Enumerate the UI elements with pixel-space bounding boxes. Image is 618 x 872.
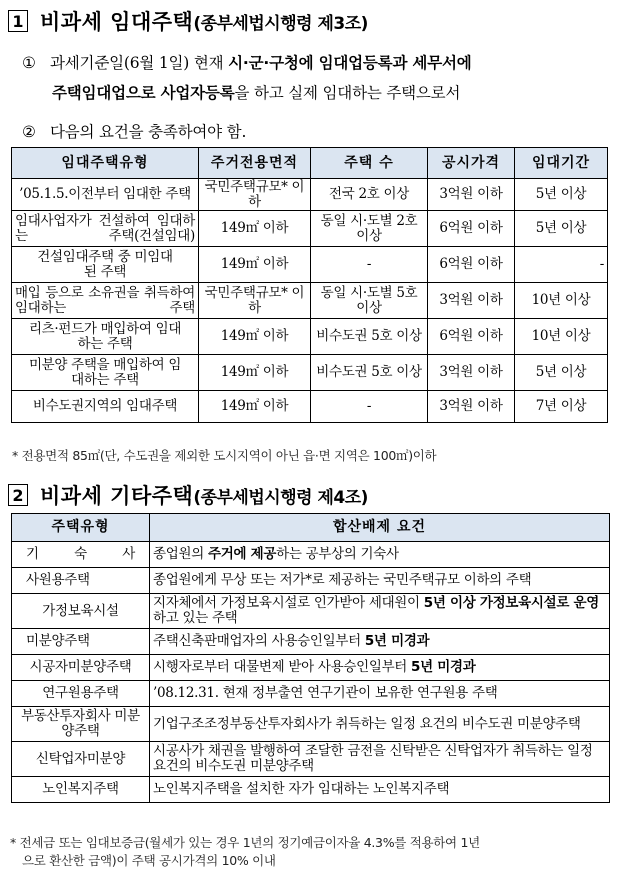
housing-type-cell: 시공자미분양주택 — [12, 655, 150, 681]
section2-title — [8, 480, 368, 510]
cell: 6억원 이하 — [428, 211, 515, 247]
col-header: 주택 수 — [311, 148, 428, 179]
condition-paragraph-2 — [22, 117, 612, 147]
cell: 건설임대주택 중 미임대된 주택 — [12, 247, 199, 283]
p1-text-b: 시·군·구청에 임대업등록과 세무서에 — [228, 54, 472, 72]
table-row — [12, 707, 610, 742]
cell: 동일 시·도별 2호 이상 — [311, 211, 428, 247]
cell: 149㎡ 이하 — [199, 391, 311, 423]
requirement-text-a: 기업구조조정부동산투자회사가 취득하는 일정 요건의 비수도권 미분양주택 — [153, 715, 581, 732]
cell: 10년 이상 — [515, 319, 608, 355]
requirement-text-b: 5년 미경과 — [411, 659, 476, 675]
cell: 5년 이상 — [515, 211, 608, 247]
requirement-text-b: 5년 이상 가정보육시설로 운영 — [423, 595, 599, 611]
requirement-text-a: 노인복지주택을 설치한 자가 임대하는 노인복지주택 — [153, 781, 450, 797]
cell: 3억원 이하 — [428, 283, 515, 319]
requirement-text-b: 5년 미경과 — [364, 633, 430, 649]
circle-number-2: ② — [22, 123, 36, 141]
table-row — [12, 391, 608, 423]
col-header: 임대주택유형 — [12, 148, 199, 179]
table-row — [12, 283, 608, 319]
table-row — [12, 655, 610, 681]
cell: 비수도권 5호 이상 — [311, 319, 428, 355]
requirement-text-a: 시공사가 채권을 발행하여 조달한 금전을 신탁받은 신탁업자가 취득하는 일정 요건의 비수도권 미분양주택 — [153, 743, 593, 774]
cell: 비수도권 5호 이상 — [311, 355, 428, 391]
table-row — [12, 319, 608, 355]
cell: 149㎡ 이하 — [199, 247, 311, 283]
table-row — [12, 777, 610, 803]
requirement-text-a: 종업원에게 무상 또는 저가*로 제공하는 국민주택규모 이하의 주택 — [153, 572, 532, 588]
table-row — [12, 568, 610, 594]
col-header: 합산배제 요건 — [150, 514, 610, 542]
cell: 5년 이상 — [515, 179, 608, 211]
other-housing-table — [11, 513, 610, 803]
requirement-text-c: 하고 있는 주택 — [153, 610, 238, 626]
cell: 3억원 이하 — [428, 355, 515, 391]
col-header: 주거전용면적 — [199, 148, 311, 179]
cell: 동일 시·도별 5호 이상 — [311, 283, 428, 319]
section1-heading: 비과세 임대주택 — [40, 10, 194, 34]
requirement-cell — [150, 542, 610, 568]
cell: 전국 2호 이상 — [311, 179, 428, 211]
cell: 5년 이상 — [515, 355, 608, 391]
requirement-cell — [150, 629, 610, 655]
requirement-text-a: ’08.12.31. 현재 정부출연 연구기관이 보유한 연구원용 주택 — [153, 685, 498, 701]
p2-text: 다음의 요건을 충족하여야 함. — [50, 123, 247, 141]
requirement-text-a: 지자체에서 가정보육시설로 인가받아 세대원이 — [153, 595, 424, 611]
cell: 7년 이상 — [515, 391, 608, 423]
housing-type-cell: 부동산투자회사 미분양주택 — [12, 707, 150, 742]
cell: 10년 이상 — [515, 283, 608, 319]
housing-type-cell: 노인복지주택 — [12, 777, 150, 803]
table-header-row — [12, 514, 610, 542]
col-header: 주택유형 — [12, 514, 150, 542]
requirement-text-a: 주택신축판매업자의 사용승인일부터 — [153, 633, 365, 649]
cell: 6억원 이하 — [428, 247, 515, 283]
housing-type-cell: 기 숙 사 — [12, 542, 150, 568]
section2-heading: 비과세 기타주택 — [40, 484, 194, 508]
condition-paragraph-1 — [22, 48, 612, 108]
cell: 3억원 이하 — [428, 179, 515, 211]
cell: - — [311, 391, 428, 423]
rental-housing-table — [11, 147, 608, 423]
cell: 임대사업자가 건설하여 임대하는 주택(건설임대) — [12, 211, 199, 247]
cell: 매입 등으로 소유권을 취득하여 임대하는 주택 — [12, 283, 199, 319]
cell: 국민주택규모* 이하 — [199, 179, 311, 211]
cell: - — [515, 247, 608, 283]
table-row — [12, 247, 608, 283]
housing-type-cell: 신탁업자미분양 — [12, 742, 150, 777]
housing-type-cell: 가정보육시설 — [12, 594, 150, 629]
table-row — [12, 179, 608, 211]
requirement-text-a: 시행자로부터 대물변제 받아 사용승인일부터 — [153, 659, 412, 675]
requirement-cell — [150, 568, 610, 594]
cell: 6억원 이하 — [428, 319, 515, 355]
housing-type-cell: 사원용주택 — [12, 568, 150, 594]
section1-title — [8, 6, 368, 36]
requirement-text-a: 종업원의 — [153, 546, 208, 562]
col-header: 임대기간 — [515, 148, 608, 179]
cell: 149㎡ 이하 — [199, 211, 311, 247]
area-footnote: * 전용면적 85㎡(단, 수도권을 제외한 도시지역이 아닌 읍·면 지역은 100㎡)이하 — [12, 448, 437, 463]
requirement-cell — [150, 777, 610, 803]
cell: 리츠·펀드가 매입하여 임대하는 주택 — [12, 319, 199, 355]
housing-type-cell: 연구원용주택 — [12, 681, 150, 707]
circle-number-1: ① — [22, 54, 36, 72]
housing-type-cell: 미분양주택 — [12, 629, 150, 655]
requirement-text-c: 하는 공부상의 기숙사 — [276, 546, 399, 562]
cell: 미분양 주택을 매입하여 임대하는 주택 — [12, 355, 199, 391]
table-row — [12, 355, 608, 391]
table-row — [12, 594, 610, 629]
table-row — [12, 629, 610, 655]
table-row — [12, 542, 610, 568]
table-row — [12, 742, 610, 777]
cell: 149㎡ 이하 — [199, 319, 311, 355]
col-header: 공시가격 — [428, 148, 515, 179]
cell: ’05.1.5.이전부터 임대한 주택 — [12, 179, 199, 211]
p1-text-d: 을 하고 실제 임대하는 주택으로서 — [234, 84, 461, 102]
cell: 비수도권지역의 임대주택 — [12, 391, 199, 423]
section2-subheading: (종부세법시행령 제4조) — [193, 488, 368, 508]
requirement-cell — [150, 742, 610, 777]
cell: 국민주택규모* 이하 — [199, 283, 311, 319]
cell: 3억원 이하 — [428, 391, 515, 423]
section2-number: 2 — [8, 484, 28, 506]
table-row — [12, 211, 608, 247]
section1-subheading: (종부세법시행령 제3조) — [193, 14, 368, 34]
requirement-cell — [150, 681, 610, 707]
table-header-row — [12, 148, 608, 179]
p1-text-a: 과세기준일(6월 1일) 현재 — [50, 54, 229, 72]
section1-number: 1 — [8, 10, 28, 32]
p1-text-c: 주택임대업으로 사업자등록 — [52, 84, 235, 102]
cell: 149㎡ 이하 — [199, 355, 311, 391]
requirement-cell — [150, 594, 610, 629]
requirement-text-b: 주거에 제공 — [207, 546, 277, 562]
table-row — [12, 681, 610, 707]
requirement-cell — [150, 655, 610, 681]
price-footnote-line1: * 전세금 또는 임대보증금(월세가 있는 경우 1년의 정기예금이자율 4.3%를 적용하여 1년 — [10, 835, 480, 850]
price-footnote-line2: 으로 환산한 금액)이 주택 공시가격의 10% 이내 — [22, 853, 276, 868]
requirement-cell — [150, 707, 610, 742]
cell: - — [311, 247, 428, 283]
